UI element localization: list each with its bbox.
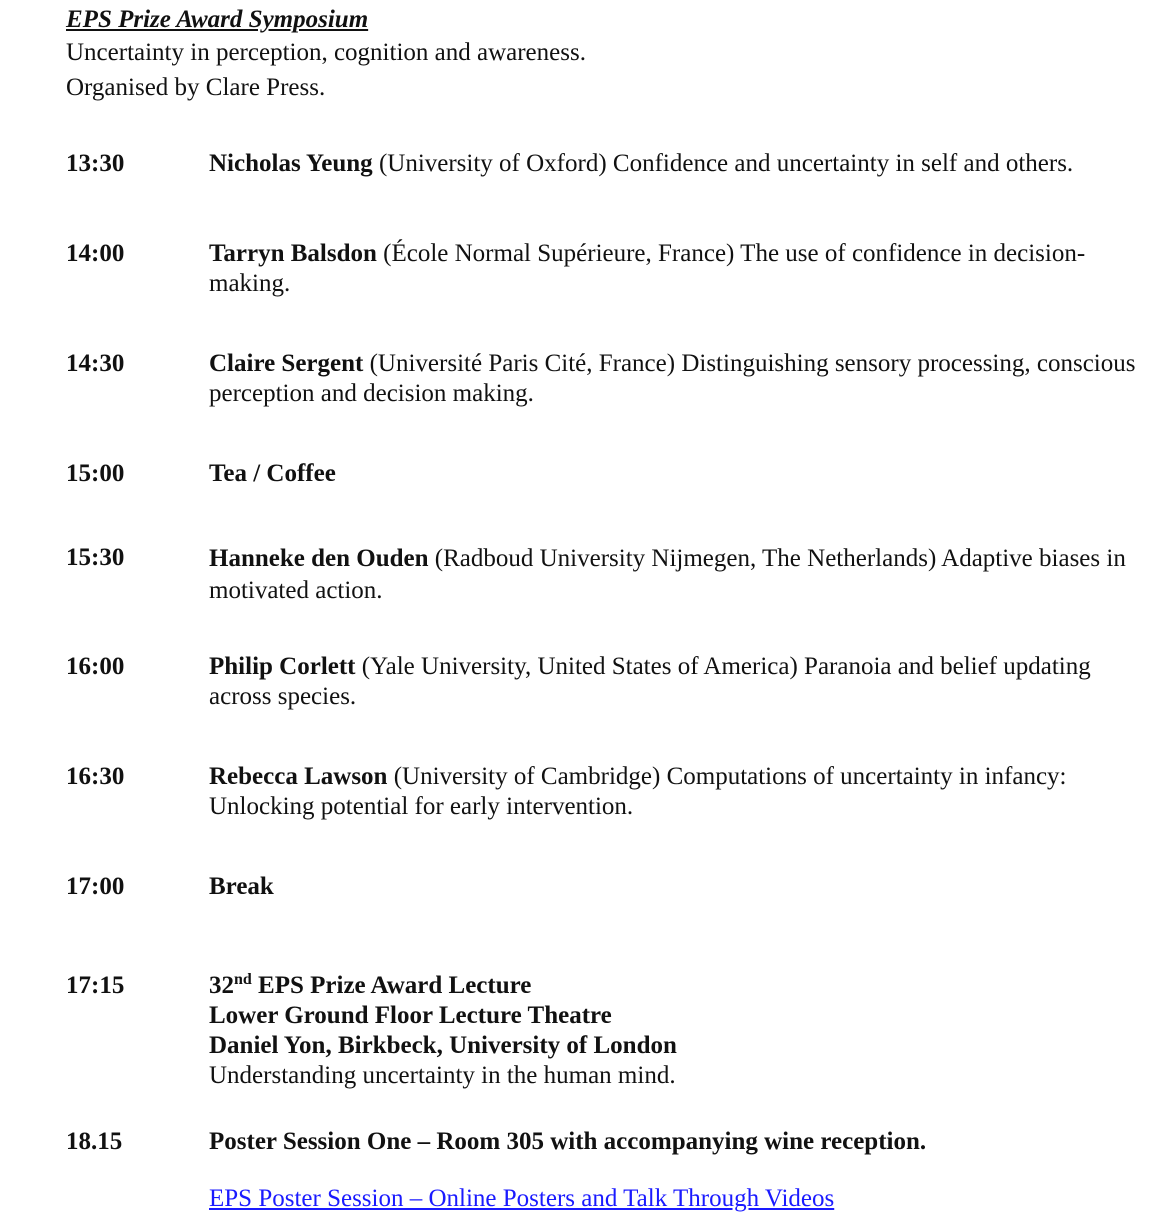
lecture-block [209, 971, 1149, 1091]
symposium-title: EPS Prize Award Symposium [66, 6, 369, 33]
entry-time: 14:00 [66, 240, 125, 267]
talk-detail: (Université Paris Cité, France) Distinguishing sensory processing, conscious perception and decision making. [209, 350, 1136, 407]
speaker-name: Nicholas Yeung [209, 150, 373, 177]
entry-body [209, 762, 1149, 822]
speaker-name: Tarryn Balsdon [209, 240, 377, 267]
entry-body [209, 239, 1149, 299]
entry-time: 14:30 [66, 350, 125, 377]
entry-body [209, 652, 1149, 712]
lecture-title-text: EPS Prize Award Lecture [251, 972, 532, 999]
lecture-venue: Lower Ground Floor Lecture Theatre [209, 1002, 612, 1029]
organiser-line: Organised by Clare Press. [66, 74, 326, 101]
speaker-name: Philip Corlett [209, 653, 356, 680]
lecture-topic: Understanding uncertainty in the human mind. [209, 1062, 676, 1089]
entry-body [209, 149, 1149, 179]
entry-time: 15:00 [66, 460, 125, 487]
talk-detail: (Radboud University Nijmegen, The Netherlands) Adaptive biases in motivated action. [209, 545, 1126, 604]
talk-detail: (University of Cambridge) Computations of uncertainty in infancy: Unlocking potential for early intervention. [209, 763, 1067, 820]
entry-body [209, 349, 1149, 409]
symposium-header [66, 5, 1146, 105]
break-label: Tea / Coffee [209, 460, 336, 487]
lecturer-name: Daniel Yon, Birkbeck, University of London [209, 1032, 677, 1059]
speaker-name: Claire Sergent [209, 350, 364, 377]
speaker-name: Hanneke den Ouden [209, 545, 429, 572]
entry-time: 17:15 [66, 972, 125, 999]
entry-time: 17:00 [66, 873, 125, 900]
poster-session-link[interactable]: EPS Poster Session – Online Posters and Talk Through Videos [209, 1185, 835, 1212]
talk-detail: (University of Oxford) Confidence and uncertainty in self and others. [372, 150, 1074, 177]
lecture-number: 32 [209, 972, 234, 999]
entry-body [209, 543, 1149, 607]
poster-session-label: Poster Session One – Room 305 with accompanying wine reception. [209, 1128, 927, 1155]
entry-time: 18.15 [66, 1128, 123, 1155]
lecture-title [209, 971, 1149, 1001]
lecture-ordinal: nd [234, 971, 252, 988]
talk-detail: (Yale University, United States of America) Paranoia and belief updating across species. [209, 653, 1091, 710]
entry-time: 15:30 [66, 544, 125, 571]
entry-time: 16:30 [66, 763, 125, 790]
symposium-subtitle: Uncertainty in perception, cognition and awareness. [66, 39, 586, 66]
talk-detail: (École Normal Supérieure, France) The use of confidence in decision-making. [209, 240, 1086, 297]
speaker-name: Rebecca Lawson [209, 763, 388, 790]
entry-time: 16:00 [66, 653, 125, 680]
entry-time: 13:30 [66, 150, 125, 177]
break-label: Break [209, 873, 274, 900]
